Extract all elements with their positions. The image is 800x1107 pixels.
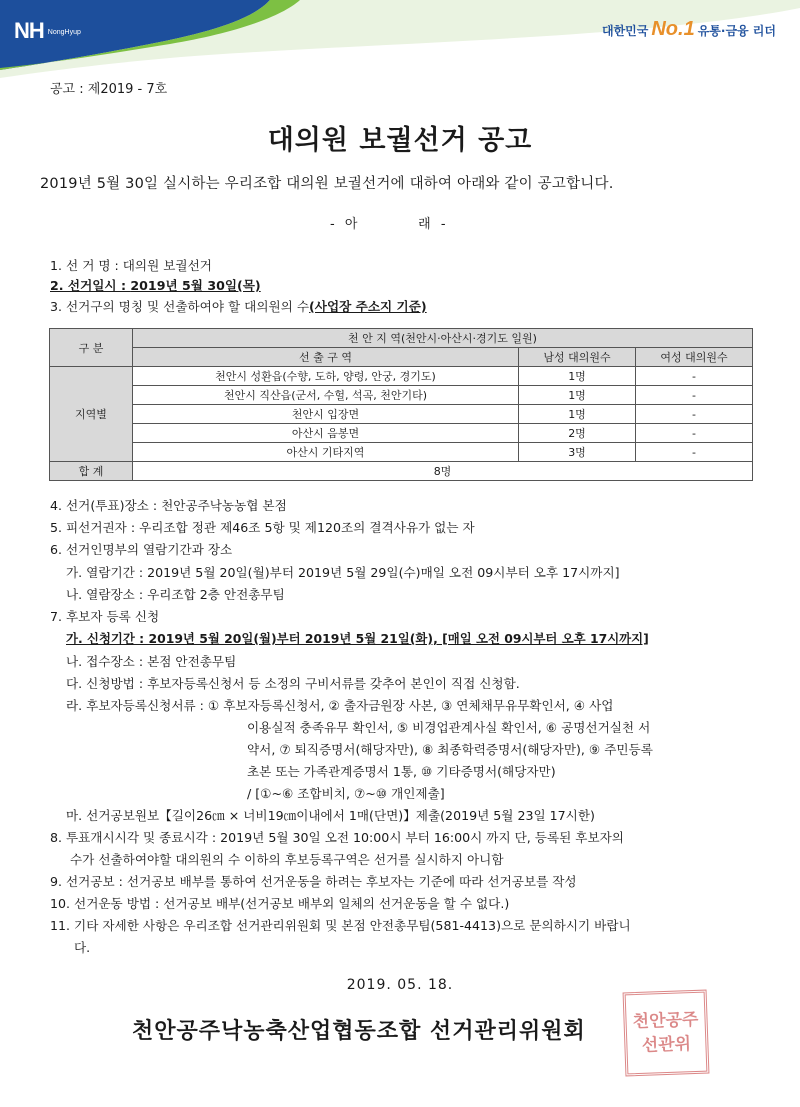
item-2: 2. 선거일시 : 2019년 5월 30일(목) [50, 278, 261, 293]
item-7: 7. 후보자 등록 신청 [50, 609, 160, 624]
table-header-district: 선 출 구 역 [133, 348, 519, 367]
district-seat-table [49, 328, 753, 481]
brand-slogan: 대한민국 No.1 유통·금융 리더 [601, 18, 776, 40]
item-7-ra-line2: 이용실적 충족유무 확인서, ⑤ 비경업관계사실 확인서, ⑥ 공명선거실천 서 [247, 720, 651, 735]
table-cell-female: - [636, 443, 753, 462]
table-cell-male: 1명 [519, 367, 636, 386]
table-total-row [50, 462, 753, 481]
item-6-ga: 가. 열람기간 : 2019년 5월 20일(월)부터 2019년 5월 29일(수)매일 오전 09시부터 오후 17시까지] [66, 565, 620, 580]
item-6: 6. 선거인명부의 열람기간과 장소 [50, 542, 233, 557]
intro-text: 2019년 5월 30일 실시하는 우리조합 대의원 보궐선거에 대하여 아래와 같이 공고합니다. [40, 176, 614, 192]
table-cell-male: 2명 [519, 424, 636, 443]
table-cell-female: - [636, 424, 753, 443]
item-1: 1. 선 거 명 : 대의원 보궐선거 [50, 258, 212, 273]
table-row [50, 405, 753, 424]
table-cell-district: 아산시 음봉면 [133, 424, 519, 443]
table-header-female: 여성 대의원수 [636, 348, 753, 367]
item-7-ra-line5: / [①~⑥ 조합비치, ⑦~⑩ 개인제출] [247, 786, 445, 801]
table-cell-district: 천안시 입장면 [133, 405, 519, 424]
item-4: 4. 선거(투표)장소 : 천안공주낙농농협 본점 [50, 498, 287, 513]
item-11-line2: 다. [74, 940, 91, 955]
item-7-ra-line1: 라. 후보자등록신청서류 : ① 후보자등록신청서, ② 출자금원장 사본, ③ 연체채무유무확인서, ④ 사업 [66, 698, 614, 713]
table-cell-male: 3명 [519, 443, 636, 462]
table-cell-district: 천안시 직산읍(군서, 수헐, 석곡, 천안기타) [133, 386, 519, 405]
section-divider-text: - 아 래 - [330, 217, 446, 232]
page-title: 대의원 보궐선거 공고 [267, 125, 533, 156]
table-cell-male: 1명 [519, 405, 636, 424]
table-cell-district: 아산시 기타지역 [133, 443, 519, 462]
table-row [50, 424, 753, 443]
item-6-na: 나. 열람장소 : 우리조합 2층 안전총무팀 [66, 587, 285, 602]
item-9: 9. 선거공보 : 선거공보 배부를 통하여 선거운동을 하려는 후보자는 기준에 따라 선거공보를 작성 [50, 874, 577, 889]
item-10: 10. 선거운동 방법 : 선거공보 배부(선거공보 배부외 일체의 선거운동을 할 수 없다.) [50, 896, 510, 911]
item-8-line1: 8. 투표개시시각 및 종료시각 : 2019년 5월 30일 오전 10:00시 부터 16:00시 까지 단, 등록된 후보자의 [50, 830, 624, 845]
notice-number: 공고 : 제2019 - 7호 [50, 82, 168, 97]
item-7-ra-line4: 초본 또는 가족관계증명서 1통, ⑩ 기타증명서(해당자만) [247, 764, 556, 779]
table-header-area: 천 안 지 역(천안시·아산시·경기도 일원) [133, 329, 753, 348]
item-7-ma: 마. 선거공보원보【길이26㎝ × 너비19㎝이내에서 1매(단면)】제출(2019년 5월 23일 17시한) [66, 808, 595, 823]
official-seal-stamp: 천안공주 선관위 [623, 990, 710, 1077]
table-total-value: 8명 [133, 462, 753, 481]
table-header-male: 남성 대의원수 [519, 348, 636, 367]
table-cell-male: 1명 [519, 386, 636, 405]
table-total-label: 합 계 [50, 462, 133, 481]
table-region-label: 지역별 [50, 367, 133, 462]
item-8-line2: 수가 선출하여야할 대의원의 수 이하의 후보등록구역은 선거를 실시하지 아니함 [70, 852, 504, 867]
item-7-na: 나. 접수장소 : 본점 안전총무팀 [66, 654, 237, 669]
item-11-line1: 11. 기타 자세한 사항은 우리조합 선거관리위원회 및 본점 안전총무팀(581-4413)으로 문의하시기 바랍니 [50, 918, 631, 933]
table-row [50, 443, 753, 462]
nh-logo: NH NongHyup [14, 18, 81, 43]
table-header-gubun: 구 분 [50, 329, 133, 367]
item-5: 5. 피선거권자 : 우리조합 정관 제46조 5항 및 제120조의 결격사유가 없는 자 [50, 520, 475, 535]
table-row [50, 367, 753, 386]
table-cell-female: - [636, 367, 753, 386]
item-3: 3. 선거구의 명칭 및 선출하여야 할 대의원의 수(사업장 주소지 기준) [50, 299, 427, 314]
table-cell-female: - [636, 386, 753, 405]
item-7-ga: 가. 신청기간 : 2019년 5월 20일(월)부터 2019년 5월 21일(화), [매일 오전 09시부터 오후 17시까지] [66, 631, 649, 646]
table-cell-district: 천안시 성환읍(수향, 도하, 양령, 안궁, 경기도) [133, 367, 519, 386]
table-cell-female: - [636, 405, 753, 424]
notice-date: 2019. 05. 18. [346, 977, 454, 993]
issuer-committee: 천안공주낙농축산업협동조합 선거관리위원회 [132, 1019, 586, 1044]
table-row [50, 386, 753, 405]
item-7-ra-line3: 약서, ⑦ 퇴직증명서(해당자만), ⑧ 최종학력증명서(해당자만), ⑨ 주민등록 [247, 742, 653, 757]
item-7-da: 다. 신청방법 : 후보자등록신청서 등 소정의 구비서류를 갖추어 본인이 직접 신청함. [66, 676, 520, 691]
